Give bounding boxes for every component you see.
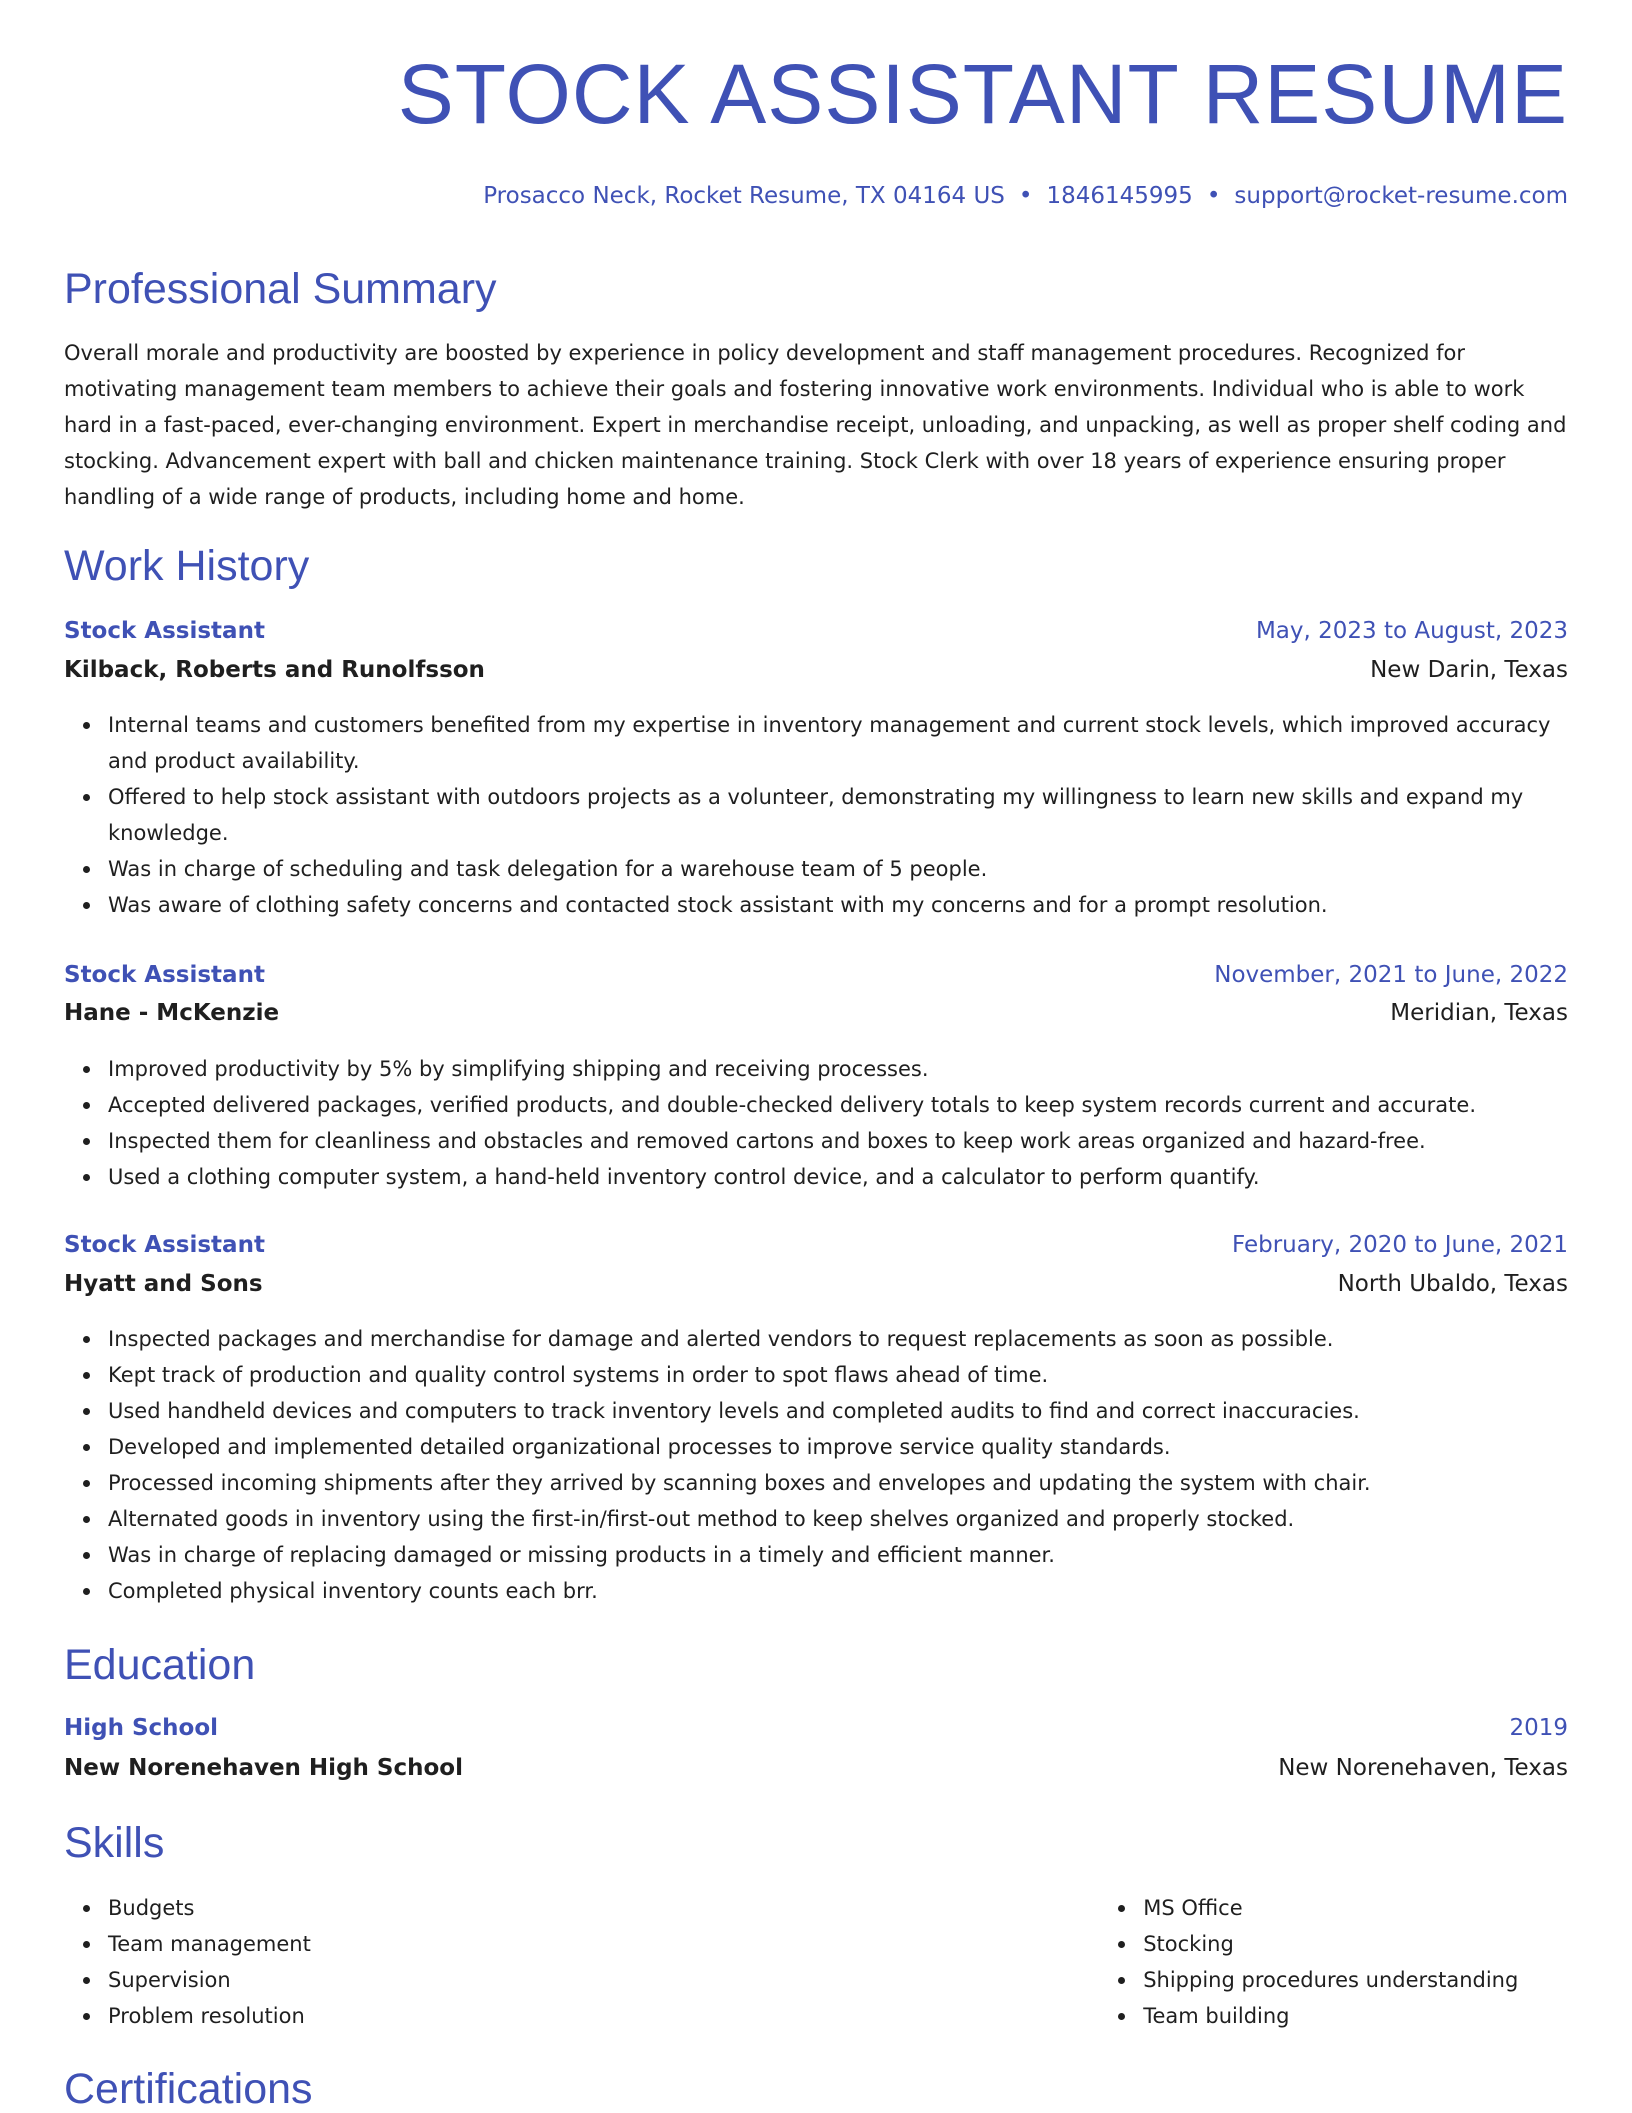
list-item: Completed physical inventory counts each brr. — [108, 1573, 1568, 1609]
skills-list-right — [1099, 1890, 1610, 2034]
skills-columns — [64, 1890, 1568, 2034]
summary-text: Overall morale and productivity are boosted by experience in policy development and staff management procedures. Recognized for motivating management team members to achieve their goals and fostering innovative work environments. Individual who is able to work hard in a fast-paced, ever-changing environment. Expert in merchandise receipt, unloading, and unpacking, as well as proper shelf coding and stocking. Advancement expert with ball and chicken maintenance training. Stock Clerk with over 18 years of experience ensuring proper handling of a wide range of products, including home and home. — [64, 341, 1567, 509]
summary-heading: Professional Summary — [64, 265, 497, 313]
education-school-row — [64, 1755, 1568, 1781]
list-item: Was aware of clothing safety concerns and contacted stock assistant with my concerns and for a prompt resolution. — [108, 887, 1568, 923]
list-item: Offered to help stock assistant with outdoors projects as a volunteer, demonstrating my willingness to learn new skills and expand my knowledge. — [108, 779, 1568, 851]
job-role: Stock Assistant — [64, 962, 265, 988]
list-item: Improved productivity by 5% by simplifying shipping and receiving processes. — [108, 1051, 1568, 1087]
job-dates: May, 2023 to August, 2023 — [1255, 618, 1568, 644]
job-1-bullets — [64, 707, 1568, 923]
job-location: Meridian, Texas — [1390, 1000, 1568, 1026]
education-location: New Norenehaven, Texas — [1278, 1755, 1568, 1781]
contact-line — [483, 183, 1568, 209]
job-3-header — [64, 1232, 1568, 1258]
list-item: Team building — [1143, 1998, 1610, 2034]
list-item: Processed incoming shipments after they arrived by scanning boxes and envelopes and updating the system with chair. — [108, 1465, 1568, 1501]
job-1-company-row — [64, 657, 1568, 683]
list-item: Was in charge of scheduling and task delegation for a warehouse team of 5 people. — [108, 851, 1568, 887]
job-2-company-row — [64, 1000, 1568, 1026]
job-dates: February, 2020 to June, 2021 — [1231, 1232, 1568, 1258]
resume-title: STOCK ASSISTANT RESUME — [397, 47, 1568, 141]
list-item: Team management — [108, 1926, 1057, 1962]
list-item: Shipping procedures understanding — [1143, 1962, 1610, 1998]
contact-separator: • — [1018, 183, 1033, 209]
list-item: Accepted delivered packages, verified products, and double-checked delivery totals to keep system records current and accurate. — [108, 1087, 1568, 1123]
contact-address: Prosacco Neck, Rocket Resume, TX 04164 US — [483, 183, 1005, 209]
list-item: Inspected packages and merchandise for damage and alerted vendors to request replacements as soon as possible. — [108, 1321, 1568, 1357]
job-role: Stock Assistant — [64, 1232, 265, 1258]
education-heading: Education — [64, 1641, 256, 1689]
contact-phone[interactable]: 1846145995 — [1046, 183, 1193, 209]
skills-list-left — [64, 1890, 1057, 2034]
education-degree: High School — [64, 1715, 219, 1741]
work-history-heading: Work History — [64, 542, 310, 590]
education-year: 2019 — [1509, 1715, 1568, 1741]
job-company: Hane - McKenzie — [64, 1000, 280, 1026]
education-header — [64, 1715, 1568, 1741]
list-item: Stocking — [1143, 1926, 1610, 1962]
job-1-header — [64, 618, 1568, 644]
list-item: Kept track of production and quality control systems in order to spot flaws ahead of time. — [108, 1357, 1568, 1393]
job-2-bullets — [64, 1051, 1568, 1195]
list-item: Used handheld devices and computers to track inventory levels and completed audits to find and correct inaccuracies. — [108, 1393, 1568, 1429]
list-item: Internal teams and customers benefited from my expertise in inventory management and current stock levels, which improved accuracy and product availability. — [108, 707, 1568, 779]
list-item: Budgets — [108, 1890, 1057, 1926]
list-item: Alternated goods in inventory using the first-in/first-out method to keep shelves organized and properly stocked. — [108, 1501, 1568, 1537]
contact-separator: • — [1206, 183, 1221, 209]
list-item: MS Office — [1143, 1890, 1610, 1926]
job-dates: November, 2021 to June, 2022 — [1214, 962, 1568, 988]
list-item: Problem resolution — [108, 1998, 1057, 2034]
skills-heading: Skills — [64, 1819, 165, 1867]
contact-email[interactable]: support@rocket-resume.com — [1234, 183, 1568, 209]
job-location: North Ubaldo, Texas — [1337, 1271, 1568, 1297]
job-company: Kilback, Roberts and Runolfsson — [64, 657, 485, 683]
certifications-heading: Certifications — [64, 2065, 313, 2113]
list-item: Developed and implemented detailed organizational processes to improve service quality standards. — [108, 1429, 1568, 1465]
job-3-company-row — [64, 1271, 1568, 1297]
education-school: New Norenehaven High School — [64, 1755, 463, 1781]
job-2-header — [64, 962, 1568, 988]
list-item: Was in charge of replacing damaged or missing products in a timely and efficient manner. — [108, 1537, 1568, 1573]
list-item: Supervision — [108, 1962, 1057, 1998]
job-role: Stock Assistant — [64, 618, 265, 644]
list-item: Inspected them for cleanliness and obstacles and removed cartons and boxes to keep work areas organized and hazard-free. — [108, 1123, 1568, 1159]
job-3-bullets — [64, 1321, 1568, 1609]
job-company: Hyatt and Sons — [64, 1271, 263, 1297]
list-item: Used a clothing computer system, a hand-held inventory control device, and a calculator to perform quantify. — [108, 1159, 1568, 1195]
job-location: New Darin, Texas — [1370, 657, 1568, 683]
